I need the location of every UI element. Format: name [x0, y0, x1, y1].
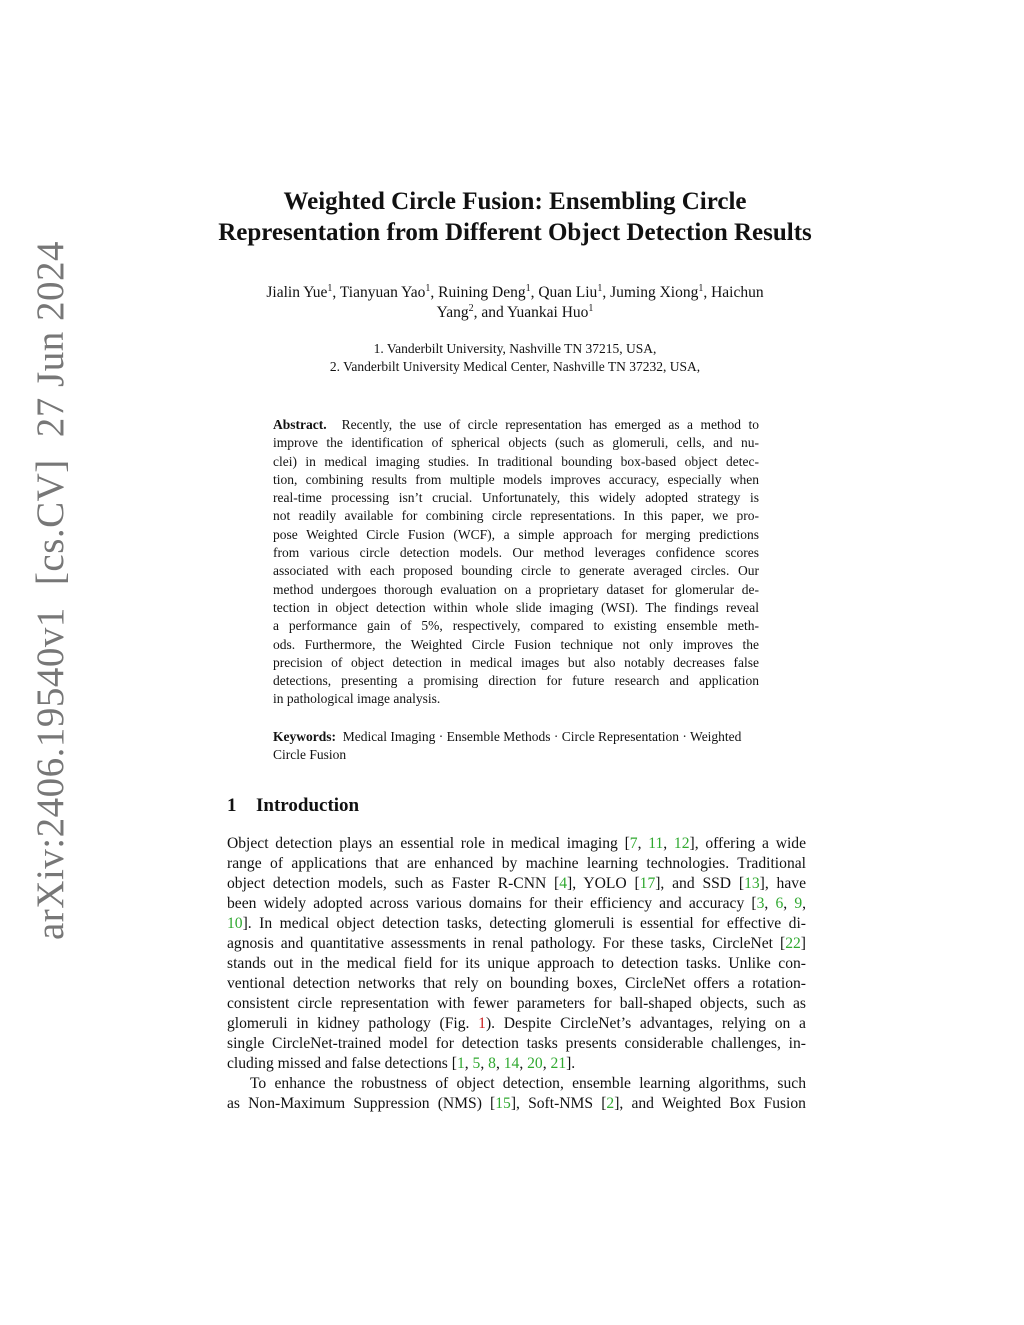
- affiliations: [210, 340, 820, 376]
- figure-link[interactable]: 1: [478, 1015, 486, 1032]
- body-line: [227, 914, 806, 934]
- text: ], offering a wide: [689, 835, 807, 852]
- abstract-line: ods. Furthermore, the Weighted Circle Fusion technique not only improves the: [273, 636, 759, 652]
- text: ].: [566, 1055, 576, 1072]
- abstract-text: Recently, the use of circle representation has emerged as a method to: [341, 417, 760, 432]
- text: ). Despite CircleNet’s advantages, relying on a: [485, 1015, 806, 1032]
- affiliation-mark: 1: [425, 283, 431, 294]
- abstract-line: associated with each proposed bounding circle to generate averaged circles. Our: [273, 563, 759, 579]
- body-line: [227, 1014, 806, 1034]
- text: as Non-Maximum Suppression (NMS) [: [227, 1095, 496, 1112]
- introduction-body: [227, 834, 806, 1114]
- arxiv-date: 27 Jun 2024: [29, 241, 72, 438]
- author-name: Quan Liu: [538, 284, 598, 301]
- keywords-line-2: Circle Fusion: [273, 747, 347, 763]
- text: been widely adopted across various domains for their efficiency and accuracy [: [227, 895, 757, 912]
- citation-link[interactable]: 21: [550, 1055, 567, 1072]
- author-name: Yang: [436, 304, 469, 321]
- abstract-line: [273, 416, 759, 434]
- abstract-line: tion, combining results from multiple models improves accuracy, especially when: [273, 471, 759, 487]
- text: cluding missed and false detections [: [227, 1055, 457, 1072]
- abstract-line: improve the identification of spherical objects (such as glomeruli, cells, and nu-: [273, 435, 759, 451]
- abstract-line: in pathological image analysis.: [273, 691, 441, 707]
- abstract-line: tection in object detection within whole slide imaging (WSI). The findings reveal: [273, 599, 759, 615]
- abstract-line: pose Weighted Circle Fusion (WCF), a simple approach for merging predictions: [273, 526, 759, 542]
- affiliation-2: 2. Vanderbilt University Medical Center, Nashville TN 37232, USA,: [329, 359, 701, 374]
- citation-link[interactable]: 22: [785, 935, 801, 952]
- citation-link[interactable]: 11: [648, 835, 664, 852]
- keywords-label: Keywords:: [273, 729, 336, 744]
- author-name: Yuankai Huo: [507, 304, 589, 321]
- citation-link[interactable]: 9: [794, 895, 803, 912]
- arxiv-category: [cs.CV]: [29, 459, 72, 586]
- citation-link[interactable]: 2: [606, 1095, 615, 1112]
- abstract-line: real-time processing isn’t crucial. Unfortunately, this widely adopted strategy is: [273, 490, 759, 506]
- citation-link[interactable]: 4: [559, 875, 568, 892]
- section-number: 1: [227, 795, 237, 816]
- affiliation-1: 1. Vanderbilt University, Nashville TN 37215, USA,: [373, 341, 657, 356]
- body-line: been widely adopted across various domains for their efficiency and accuracy [3, 6, 9,: [227, 895, 807, 912]
- text: glomeruli in kidney pathology (Fig.: [227, 1015, 479, 1032]
- paper-title: [210, 186, 820, 248]
- abstract-line: a performance gain of 5%, respectively, compared to existing ensemble meth-: [273, 618, 759, 634]
- abstract-label: Abstract.: [273, 417, 327, 432]
- body-line: cluding missed and false detections [1, 5, 8, 14, 20, 21].: [227, 1055, 576, 1072]
- abstract-line: precision of object detection in medical images but also notably decreases false: [273, 654, 759, 670]
- citation-link[interactable]: 3: [756, 895, 765, 912]
- section-heading: [227, 795, 359, 817]
- author-list: [210, 283, 820, 323]
- keywords: [273, 728, 788, 765]
- text: ]. In medical object detection tasks, detecting glomeruli is essential for effective di-: [242, 915, 806, 932]
- authors-line-2: [210, 303, 820, 323]
- body-line: [227, 1094, 806, 1114]
- authors-line-1: Jialin Yue$^1$, Tianyuan Yao$^1$, Ruining Deng$^1$, Quan Liu$^1$, Juming Xiong$^1$, Haichun: [266, 283, 764, 301]
- text: object detection models, such as Faster R-CNN [: [227, 875, 560, 892]
- citation-link[interactable]: 14: [503, 1055, 520, 1072]
- body-line: ventional detection networks that rely on bounding boxes, CircleNet offers a rotation-: [227, 975, 806, 992]
- abstract-line: detections, presenting a promising direction for future research and application: [273, 673, 759, 689]
- citation-link[interactable]: 12: [673, 835, 690, 852]
- text: ], and Weighted Box Fusion: [614, 1095, 806, 1112]
- arxiv-identifier: [28, 219, 73, 940]
- author-name: Jialin Yue: [266, 284, 328, 301]
- author-name: Ruining Deng: [438, 284, 526, 301]
- arxiv-id: arXiv:2406.19540v1: [29, 607, 72, 940]
- author-conjunction: , and: [473, 304, 504, 321]
- keywords-text: Medical Imaging · Ensemble Methods · Circle Representation · Weighted: [342, 729, 742, 744]
- text: agnosis and quantitative assessments in renal pathology. For these tasks, CircleNet [: [227, 935, 786, 952]
- citation-link[interactable]: 6: [775, 895, 784, 912]
- body-line: stands out in the medical field for its unique approach to detection tasks. Unlike con-: [227, 955, 806, 972]
- affiliation-mark: 1: [525, 283, 531, 294]
- body-line: range of applications that are enhanced by machine learning technologies. Traditional: [227, 855, 806, 872]
- citation-link[interactable]: 10: [227, 915, 243, 932]
- citation-link[interactable]: 1: [456, 1055, 465, 1072]
- body-line: To enhance the robustness of object detection, ensemble learning algorithms, such: [250, 1075, 806, 1092]
- affiliation-mark: 1: [698, 283, 704, 294]
- body-line: [227, 874, 806, 894]
- body-line: agnosis and quantitative assessments in renal pathology. For these tasks, CircleNet [22]: [227, 935, 806, 952]
- text: ], and SSD [: [655, 875, 745, 892]
- author-name: Haichun: [711, 284, 764, 301]
- affiliation-mark: 1: [327, 283, 333, 294]
- text: ], have: [759, 875, 806, 892]
- body-line: Object detection plays an essential role in medical imaging [7, 11, 12], offering a wide: [227, 835, 807, 852]
- citation-link[interactable]: 15: [495, 1095, 511, 1112]
- abstract-line: clei) in medical imaging studies. In traditional bounding box-based object detec-: [273, 453, 759, 469]
- keywords-line-1: [273, 728, 788, 746]
- body-line: single CircleNet-trained model for detection tasks presents considerable challenges, in-: [227, 1035, 806, 1052]
- section-title: Introduction: [256, 795, 360, 816]
- affiliation-mark: 2: [468, 303, 474, 314]
- citation-link[interactable]: 17: [639, 875, 656, 892]
- author-name: Tianyuan Yao: [339, 284, 426, 301]
- abstract: [273, 416, 759, 709]
- text: Object detection plays an essential role in medical imaging [: [227, 835, 630, 852]
- text: ], Soft-NMS [: [510, 1095, 607, 1112]
- citation-link[interactable]: 13: [744, 875, 760, 892]
- author-name: Juming Xiong: [610, 284, 699, 301]
- abstract-line: from various circle detection models. Our method leverages confidence scores: [273, 545, 759, 561]
- citation-link[interactable]: 8: [488, 1055, 496, 1072]
- title-line-1: Weighted Circle Fusion: Ensembling Circle: [283, 188, 747, 215]
- abstract-line: method undergoes thorough evaluation on a proprietary dataset for glomerular de-: [273, 581, 759, 597]
- title-line-2: Representation from Different Object Detection Results: [218, 219, 812, 246]
- abstract-line: not readily available for combining circle representations. In this paper, we pro-: [273, 508, 759, 524]
- citation-link[interactable]: 7: [629, 835, 638, 852]
- citation-link[interactable]: 20: [527, 1055, 543, 1072]
- affiliation-mark: 1: [588, 303, 594, 314]
- affiliation-mark: 1: [597, 283, 603, 294]
- body-line: consistent circle representation with fewer parameters for ball-shaped objects, such as: [227, 995, 806, 1012]
- text: ], YOLO [: [567, 875, 640, 892]
- citation-link[interactable]: 5: [472, 1055, 481, 1072]
